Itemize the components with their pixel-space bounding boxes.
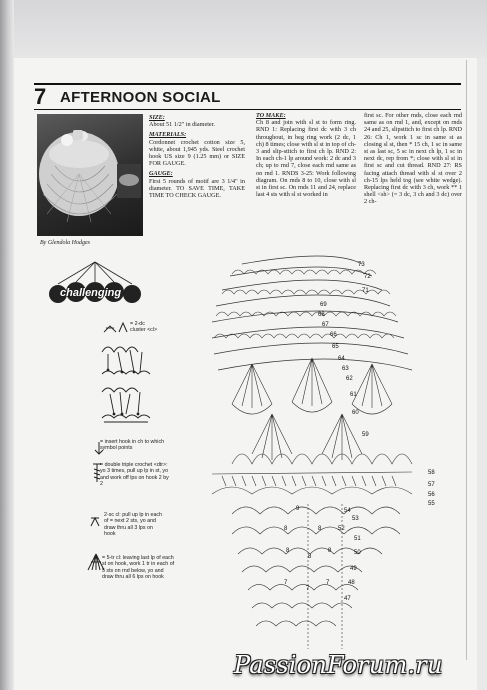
round-label-54: 54 xyxy=(344,508,351,514)
page-rule xyxy=(466,60,467,660)
instructions-column xyxy=(256,112,356,201)
chart-base-rows xyxy=(232,504,400,649)
round-label-47: 47 xyxy=(344,596,351,602)
materials-heading: MATERIALS: xyxy=(149,131,187,139)
round-label-62: 62 xyxy=(346,376,353,382)
materials-text: Cordonnet crochet cotton size 5, white, about 1,945 yds. Steel crochet hook US size 9 (1.25 mm) or SIZE FOR GAUGE. xyxy=(149,138,245,168)
inner-label-7c: 7 xyxy=(326,580,330,586)
round-label-56: 56 xyxy=(428,492,435,498)
legend-insert-hook: = insert hook in ch to which symbol points xyxy=(100,439,165,452)
chart-fans xyxy=(232,358,412,464)
crochet-chart-diagram xyxy=(212,254,464,654)
round-label-72: 72 xyxy=(364,274,371,280)
instructions-continued-column xyxy=(364,112,462,209)
round-label-49: 49 xyxy=(350,566,357,572)
watermark-text: PassionForum.ru xyxy=(234,651,443,679)
size-heading: SIZE: xyxy=(149,114,165,121)
stitch-symbol-samples xyxy=(96,322,156,432)
round-label-53: 53 xyxy=(352,516,359,522)
to-make-heading: TO MAKE: xyxy=(256,112,286,119)
round-label-50: 50 xyxy=(354,550,361,556)
round-label-55: 55 xyxy=(428,501,435,507)
round-label-68: 68 xyxy=(318,312,325,318)
legend-double-triple: = double triple crochet <dtr>: yo 3 times, pull up lp in st, yo and work off lps on hook 2 by 2 xyxy=(100,462,169,487)
info-column xyxy=(149,114,245,202)
round-label-52: 52 xyxy=(338,526,345,532)
round-label-64: 64 xyxy=(338,356,345,362)
inner-label-9: 9 xyxy=(296,506,300,512)
chart-scallop-band xyxy=(212,472,412,494)
inner-label-8c: 8 xyxy=(286,548,290,554)
pattern-title-bar xyxy=(34,83,461,110)
inner-label-7b: 7 xyxy=(306,586,310,592)
round-label-48: 48 xyxy=(348,580,355,586)
scan-top-band xyxy=(0,0,487,58)
pattern-number: 7 xyxy=(34,84,47,109)
round-label-63: 63 xyxy=(342,366,349,372)
inner-label-8b: 8 xyxy=(318,526,322,532)
inner-label-8e: 8 xyxy=(328,548,332,554)
doily-photo-image xyxy=(37,114,143,236)
round-label-59: 59 xyxy=(362,432,369,438)
inner-label-8d: 8 xyxy=(308,554,312,560)
round-label-57: 57 xyxy=(428,482,435,488)
designer-byline: By Glendola Hodges xyxy=(40,240,90,246)
legend-five-tr-cluster: = 5-tr cl: leaving last lp of each st on hook, work 1 tr in each of 5 sts on rnd below, yo and draw thru all 6 lps on hook xyxy=(102,555,175,580)
round-label-73: 73 xyxy=(358,262,365,268)
legend-two-sc-cluster: 2-sc cl: pull up lp in each of = next 2 sts, yo and draw thru all 3 lps on hook xyxy=(104,512,163,537)
doily-photo xyxy=(37,114,143,236)
gauge-text: First 5 rounds of motif are 3 1/4" in diameter. TO SAVE TIME, TAKE TIME TO CHECK GAUGE. xyxy=(149,177,245,200)
round-label-58: 58 xyxy=(428,470,435,476)
round-label-66: 66 xyxy=(330,332,337,338)
round-label-60: 60 xyxy=(352,410,359,416)
legend-cluster: = 2-dc cluster <cl> xyxy=(130,321,158,334)
pattern-title: AFTERNOON SOCIAL xyxy=(60,89,221,106)
round-label-51: 51 xyxy=(354,536,361,542)
to-make-text: Ch 8 and join with sl st to form ring. RND 1: Replacing first dc with 3 ch throughout, in beg ring work (2 dc, 1 ch) 8 times; close with sl st in top of ch-3 and slip-stitch to first ch lp. RND 2: In each ch-1 lp around work: 2 dc and 3 ch; up to rnd 7, close each rnd same as on rnd 1. RNDS 3-25: Work following diagram. On rnds 8 to 10, close with sl st in first sc. On rnds 11 and 24, replace last 4 sts with sl st worked in xyxy=(256,119,356,199)
binding-edge xyxy=(0,0,14,690)
cluster-symbol-icon xyxy=(116,320,130,334)
inner-label-8a: 8 xyxy=(284,526,288,532)
round-label-61: 61 xyxy=(350,392,357,398)
difficulty-label: challenging xyxy=(60,287,122,299)
round-label-69: 69 xyxy=(320,302,327,308)
round-label-65: 65 xyxy=(332,344,339,350)
round-label-67: 67 xyxy=(322,322,329,328)
continuation-text: first sc. For other rnds, close each rnd same as on rnd 1, and, except on rnds 24 and 25, slipstitch to first ch lp. RND 26: Ch 1, work 1 sc in same st as closing sl st, then * 15 ch, 1 sc in same st as last sc, 5 sc in next ch lp, 1 sc in next dc, rep from *; close with sl st in first sc and cut thread. RND 27: RS facing attach thread with sl st over 2 ch-15 lps held tog (see white wedge). Replacing first dc with 3 ch, work ** 1 shell <sh> (= 3 dc, 3 ch and 3 dc) over 2 ch- xyxy=(364,112,462,206)
chart-arches xyxy=(212,256,412,370)
round-label-71: 71 xyxy=(362,288,369,294)
two-sc-cluster-symbol-icon xyxy=(88,514,102,528)
size-text: About 51 1/2" in diameter. xyxy=(149,121,215,129)
inner-label-7a: 7 xyxy=(284,580,288,586)
gauge-heading: GAUGE: xyxy=(149,170,173,178)
